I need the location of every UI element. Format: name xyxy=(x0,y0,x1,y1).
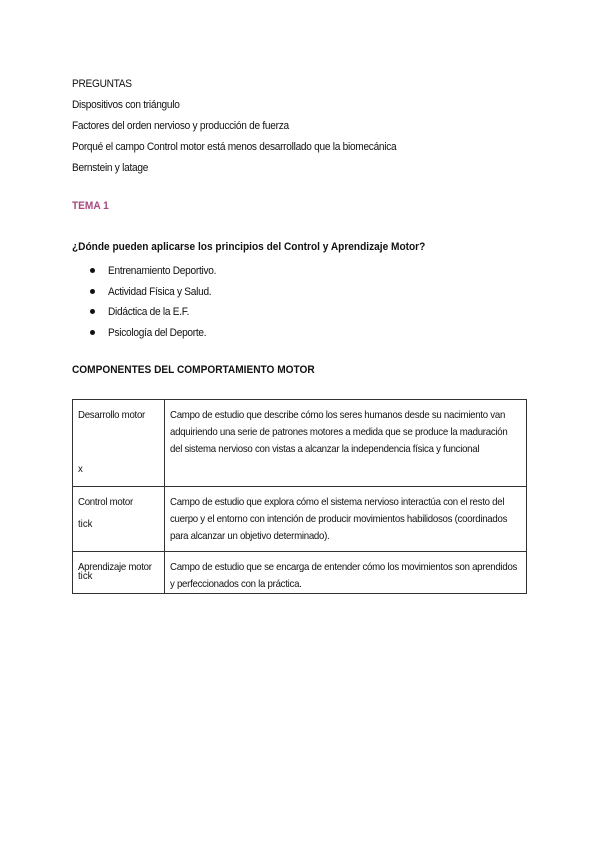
preguntas-heading: PREGUNTAS xyxy=(72,78,132,90)
preguntas-section xyxy=(72,74,425,179)
tema-heading: TEMA 1 xyxy=(72,200,109,212)
definition-cell xyxy=(165,487,527,552)
bullet-icon xyxy=(90,309,95,314)
list-item-text: Didáctica de la E.F. xyxy=(108,306,190,318)
componentes-table xyxy=(72,399,527,594)
term-text: Control motor xyxy=(78,496,133,508)
componentes-heading: COMPONENTES DEL COMPORTAMIENTO MOTOR xyxy=(72,364,315,376)
bullet-icon xyxy=(90,330,95,335)
list-item-text: Actividad Física y Salud. xyxy=(108,285,212,298)
term-cell xyxy=(73,552,165,594)
aplicaciones-list xyxy=(90,260,226,342)
bullet-icon xyxy=(90,268,95,273)
term-text: Aprendizaje motor xyxy=(78,561,152,573)
definition-text: Campo de estudio que explora cómo el sistema nervioso interactúa con el resto del cuerpo y el entorno con intención de producir movimientos habilidosos (coordinados para alcanzar un objetivo determinado). xyxy=(170,496,508,542)
pregunta-item: Dispositivos con triángulo xyxy=(72,99,180,111)
pregunta-item: Porqué el campo Control motor está menos desarrollado que la biomecánica xyxy=(72,141,397,153)
aplicaciones-question: ¿Dónde pueden aplicarse los principios del Control y Aprendizaje Motor? xyxy=(72,241,426,253)
list-item xyxy=(90,322,226,343)
pregunta-item: Factores del orden nervioso y producción de fuerza xyxy=(72,120,289,132)
check-mark: tick xyxy=(78,570,93,582)
list-item xyxy=(90,301,226,322)
check-mark: x xyxy=(78,463,83,475)
pregunta-item: Bernstein y latage xyxy=(72,162,149,174)
definition-cell xyxy=(165,552,527,594)
table-row xyxy=(73,400,527,487)
term-text: Desarrollo motor xyxy=(78,409,145,421)
table-row xyxy=(73,552,527,594)
list-item xyxy=(90,281,226,302)
term-cell xyxy=(73,487,165,552)
definition-text: Campo de estudio que se encarga de entender cómo los movimientos son aprendidos y perfeccionados con la práctica. xyxy=(170,561,518,590)
list-item-text: Psicología del Deporte. xyxy=(108,326,207,339)
list-item-text: Entrenamiento Deportivo. xyxy=(108,265,217,277)
check-mark: tick xyxy=(78,518,93,530)
definition-cell xyxy=(165,400,527,487)
table-row xyxy=(73,487,527,552)
term-cell xyxy=(73,400,165,487)
bullet-icon xyxy=(90,289,95,294)
list-item xyxy=(90,260,226,281)
definition-text: Campo de estudio que describe cómo los seres humanos desde su nacimiento van adquiriendo una serie de patrones motores a medida que se produce la maduración del sistema nervioso con vistas a alcanzar la independencia física y funcional xyxy=(170,409,508,455)
